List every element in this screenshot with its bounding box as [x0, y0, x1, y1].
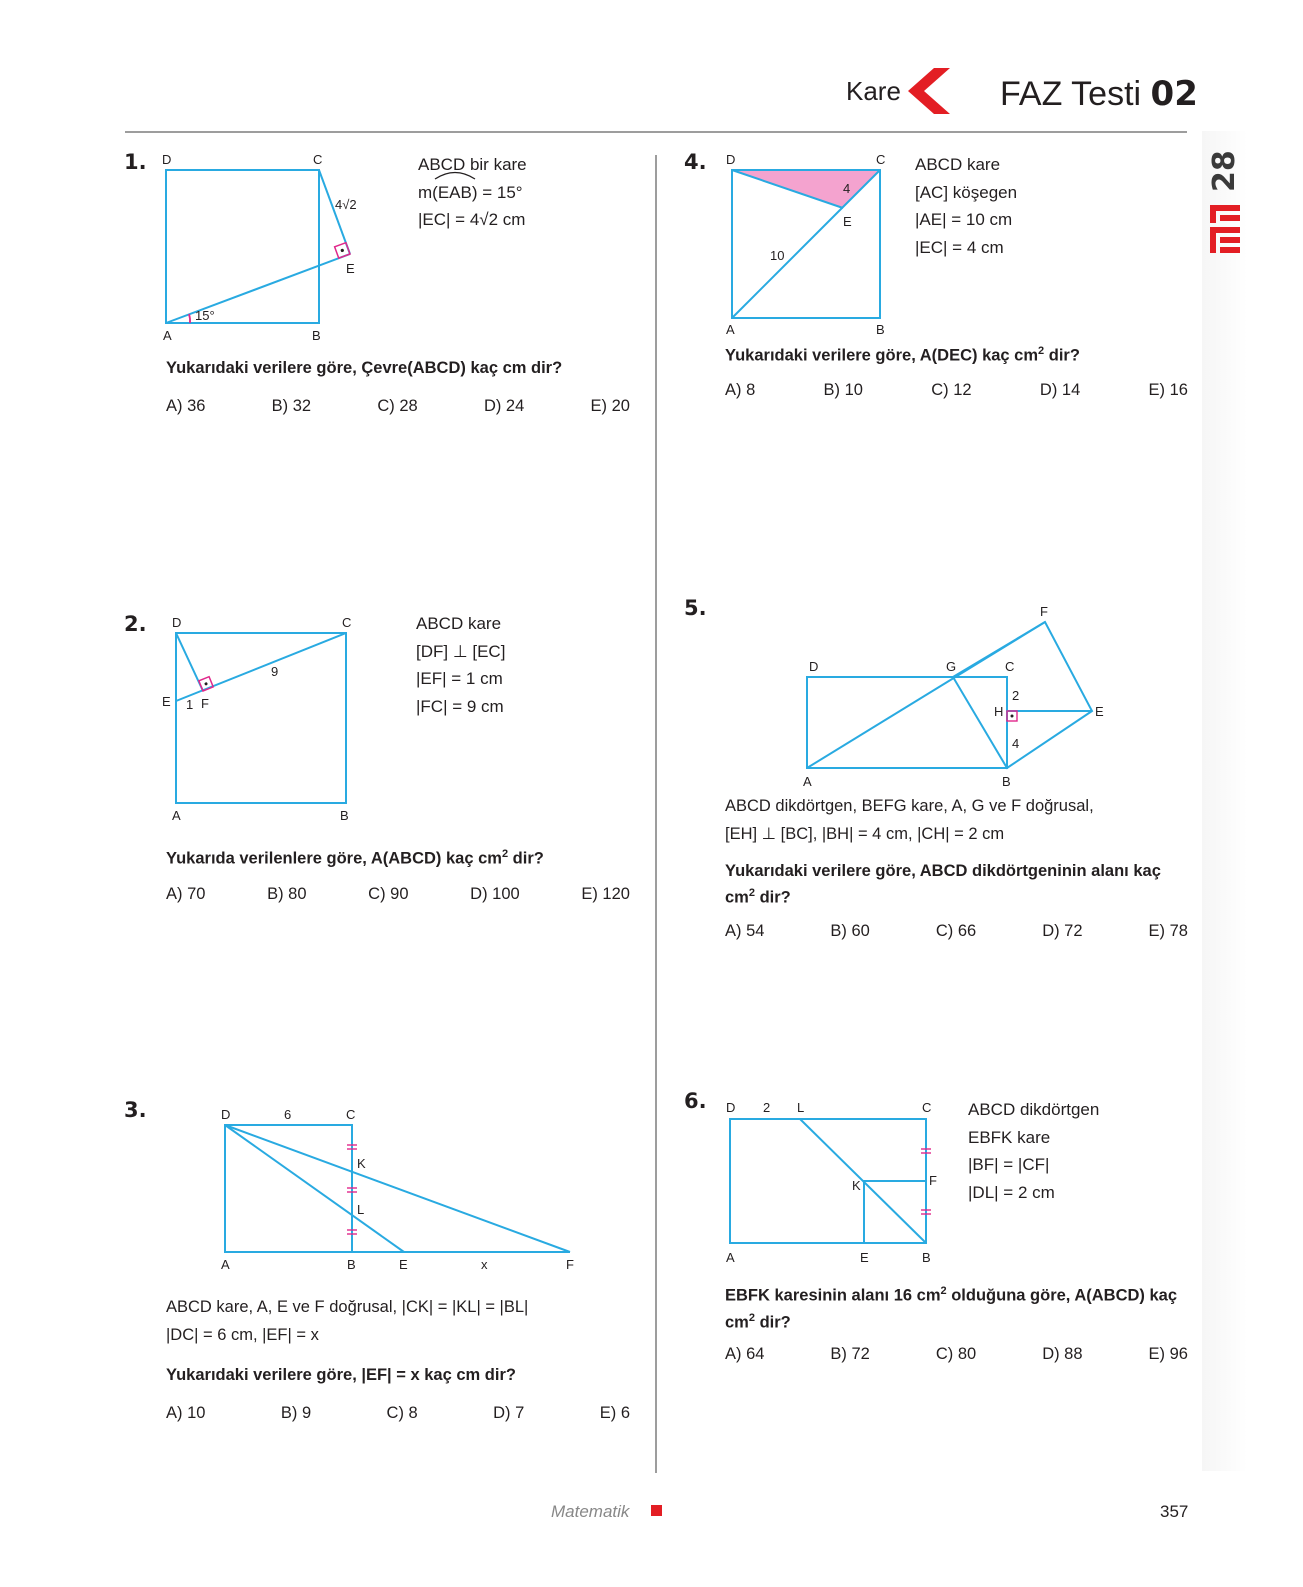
q5-label-hb: 4: [1012, 736, 1020, 751]
title-prefix: FAZ Testi: [1000, 75, 1142, 113]
q3-label-l: L: [357, 1202, 365, 1217]
q2-given: [416, 610, 505, 720]
q4-question-text: Yukarıdaki verilere göre, A(DEC) kaç cm: [725, 346, 1039, 365]
q2-question-end: dir?: [508, 849, 544, 868]
q6-question: [725, 1280, 1188, 1333]
q5-choices: [725, 922, 1188, 941]
q2-given-2: [DF] ⊥ [EC]: [416, 641, 506, 661]
q3-label-x: x: [481, 1257, 488, 1272]
q6-choice-e[interactable]: E) 96: [1148, 1345, 1188, 1363]
q1-label-ec: 4√2: [335, 197, 357, 212]
q1-label-a: A: [163, 328, 172, 343]
q6-label-dl: 2: [763, 1100, 771, 1115]
q3-figure: [210, 1098, 590, 1273]
q2-choice-b[interactable]: B) 80: [267, 885, 307, 903]
q4-choice-e[interactable]: E) 16: [1148, 381, 1188, 399]
q5-choice-e[interactable]: E) 78: [1148, 922, 1188, 940]
q4-question-end: dir?: [1044, 346, 1080, 365]
q1-question: Yukarıdaki verilere göre, Çevre(ABCD) kaç cm dir?: [166, 359, 563, 377]
q3-label-e: E: [399, 1257, 408, 1272]
q2-figure: [160, 612, 380, 827]
q1-choice-e[interactable]: E) 20: [590, 397, 630, 415]
q3-choice-a[interactable]: A) 10: [166, 1404, 206, 1422]
q2-label-b: B: [340, 808, 349, 823]
q2-label-fc: 9: [271, 664, 279, 679]
q5-stem-line1: ABCD dikdörtgen, BEFG kare, A, G ve F doğrusal,: [725, 797, 1094, 815]
q3-choices: [166, 1404, 630, 1423]
q6-question-line1: [725, 1280, 1188, 1307]
q3-label-k: K: [357, 1156, 366, 1171]
q1-choice-b[interactable]: B) 32: [271, 397, 312, 415]
q2-question-sup: 2: [501, 848, 509, 860]
q5-label-f: F: [1040, 604, 1048, 619]
column-divider: [655, 155, 657, 1473]
q2-choices: [166, 885, 630, 904]
q3-question: Yukarıdaki verilere göre, |EF| = x kaç cm dir?: [166, 1366, 516, 1384]
q6-label-l: L: [797, 1100, 805, 1115]
q1-label-angle: 15°: [195, 308, 215, 323]
q2-label-f: F: [201, 696, 209, 711]
q5-label-d: D: [809, 659, 819, 674]
q5-label-g: G: [946, 659, 957, 674]
q6-label-d: D: [726, 1100, 736, 1115]
q4-label-d: D: [726, 152, 736, 167]
q1-given-1: ABCD bir kare: [418, 155, 527, 174]
q6-question-text: EBFK karesinin alanı 16 cm: [725, 1286, 941, 1305]
q2-given-4: |FC| = 9 cm: [416, 696, 504, 716]
q4-figure: [720, 150, 900, 340]
q1-label-c: C: [313, 152, 323, 167]
q1-given-3: |EC| = 4√2 cm: [418, 210, 526, 229]
q1-choice-c[interactable]: C) 28: [377, 397, 418, 415]
footer-square-icon: [651, 1505, 662, 1516]
q3-choice-b[interactable]: B) 9: [280, 1404, 312, 1422]
q4-label-ae: 10: [770, 248, 785, 263]
q3-label-f: F: [566, 1257, 574, 1272]
q2-question: [166, 843, 636, 870]
q4-question-sup: 2: [1038, 345, 1045, 357]
q4-label-e: E: [843, 214, 852, 229]
q2-label-d: D: [172, 615, 182, 630]
q1-given: [418, 151, 527, 234]
q6-question-end: dir?: [754, 1313, 791, 1331]
q4-given-3: |AE| = 10 cm: [915, 210, 1013, 229]
q5-label-b: B: [1002, 774, 1011, 789]
q4-given-1: ABCD kare: [915, 155, 1001, 174]
q6-label-e: E: [860, 1250, 869, 1265]
q3-choice-c[interactable]: C) 8: [386, 1404, 418, 1422]
q5-choice-c[interactable]: C) 66: [935, 922, 977, 940]
q4-choice-a[interactable]: A) 8: [725, 381, 756, 399]
q5-label-e: E: [1095, 704, 1104, 719]
q6-given-1: ABCD dikdörtgen: [968, 1100, 1100, 1119]
q6-label-f: F: [929, 1173, 937, 1188]
q4-label-c: C: [876, 152, 886, 167]
q4-given-4: |EC| = 4 cm: [915, 237, 1004, 257]
q4-given: [915, 151, 1017, 261]
q1-given-2: m(EAB) = 15°: [418, 182, 523, 202]
q4-number: 4.: [684, 150, 707, 174]
q5-stem: [725, 793, 1094, 848]
q1-label-d: D: [162, 152, 172, 167]
q5-choice-d[interactable]: D) 72: [1042, 922, 1083, 940]
footer-subject: Matematik: [551, 1502, 630, 1521]
q2-number: 2.: [124, 612, 147, 636]
q6-question-sup1: 2: [940, 1285, 947, 1297]
q2-given-3: |EF| = 1 cm: [416, 669, 503, 688]
header-divider: [125, 131, 1187, 133]
q1-label-e: E: [346, 261, 355, 276]
arc-hat-icon: [434, 170, 476, 180]
q3-label-c: C: [346, 1107, 356, 1122]
q1-label-b: B: [312, 328, 321, 343]
q5-choice-b[interactable]: B) 60: [830, 922, 870, 940]
q4-given-2: [AC] köşegen: [915, 182, 1018, 202]
q3-choice-d[interactable]: D) 7: [493, 1404, 525, 1422]
q2-given-1: ABCD kare: [416, 614, 502, 633]
q6-label-a: A: [726, 1250, 735, 1265]
q2-choice-a[interactable]: A) 70: [166, 885, 206, 903]
page-number: 357: [1160, 1502, 1189, 1521]
q4-label-b: B: [876, 322, 885, 337]
q6-question-cm: cm: [725, 1313, 749, 1331]
q6-choice-a[interactable]: A) 64: [725, 1345, 765, 1363]
q6-given-2: EBFK kare: [968, 1127, 1051, 1147]
q2-label-e: E: [162, 694, 171, 709]
q2-question-text: Yukarıda verilenlere göre, A(ABCD) kaç cm: [166, 849, 502, 868]
q5-figure: [795, 600, 1115, 790]
q1-choice-a[interactable]: A) 36: [166, 397, 206, 415]
q5-question-end: dir?: [754, 888, 791, 907]
q2-label-a: A: [172, 808, 181, 823]
q3-stem-line1: ABCD kare, A, E ve F doğrusal, |CK| = |KL| = |BL|: [166, 1298, 529, 1316]
q4-choice-c[interactable]: C) 12: [931, 381, 972, 399]
q2-label-c: C: [342, 615, 352, 630]
q6-choice-b[interactable]: B) 72: [830, 1345, 870, 1363]
q3-label-b: B: [347, 1257, 356, 1272]
q5-question-sup: 2: [748, 887, 755, 899]
q5-label-h: H: [994, 704, 1004, 719]
q1-number: 1.: [124, 150, 147, 174]
q6-question-sup2: 2: [748, 1311, 755, 1324]
q6-question-mid: olduğuna göre, A(ABCD) kaç: [946, 1286, 1178, 1305]
sidebar-strip: [1202, 131, 1247, 1471]
q1-choice-d[interactable]: D) 24: [483, 397, 525, 415]
q4-choice-b[interactable]: B) 10: [823, 381, 863, 399]
q6-label-c: C: [922, 1100, 932, 1115]
faz-logo-icon: [1210, 205, 1240, 253]
chevron-logo-icon: [908, 68, 952, 114]
q6-number: 6.: [684, 1089, 707, 1113]
q6-given-3: |BF| = |CF|: [968, 1155, 1050, 1174]
q4-label-ec: 4: [843, 181, 851, 196]
q3-label-dc: 6: [284, 1107, 292, 1122]
q6-choice-c[interactable]: C) 80: [935, 1345, 977, 1363]
q5-question-cm: cm: [725, 888, 749, 907]
q6-label-b: B: [922, 1250, 931, 1265]
page-title: [1000, 74, 1198, 114]
q4-label-a: A: [726, 322, 735, 337]
q5-stem-line2: [EH] ⊥ [BC], |BH| = 4 cm, |CH| = 2 cm: [725, 824, 1005, 843]
q5-question-line1: Yukarıdaki verilere göre, ABCD dikdörtgeninin alanı kaç: [725, 862, 1161, 880]
q3-label-d: D: [221, 1107, 231, 1122]
q2-choice-e[interactable]: E) 120: [581, 885, 630, 903]
q5-label-c: C: [1005, 659, 1015, 674]
q6-figure: [720, 1095, 950, 1270]
q1-choices: [166, 397, 630, 416]
q5-question-line2: [725, 882, 1188, 909]
title-number: 02: [1150, 74, 1198, 114]
q4-choices: [725, 381, 1188, 400]
q2-choice-d[interactable]: D) 100: [470, 885, 520, 903]
q4-choice-d[interactable]: D) 14: [1039, 381, 1081, 399]
q1-figure: [160, 150, 380, 345]
q2-label-ef: 1: [186, 697, 194, 712]
q3-choice-e[interactable]: E) 6: [599, 1404, 630, 1422]
topic-label: Kare: [846, 76, 901, 106]
q6-choices: [725, 1345, 1188, 1364]
q4-question: [725, 340, 1195, 367]
q5-question: [725, 860, 1188, 909]
q6-given-4: |DL| = 2 cm: [968, 1182, 1055, 1202]
q3-stem: [166, 1294, 528, 1349]
q5-choice-a[interactable]: A) 54: [725, 922, 765, 940]
q3-label-a: A: [221, 1257, 230, 1272]
q6-question-line2: [725, 1307, 1188, 1334]
q5-label-ch: 2: [1012, 688, 1020, 703]
q3-number: 3.: [124, 1098, 147, 1122]
sidebar-badge-number: 28: [1207, 150, 1242, 192]
q6-label-k: K: [852, 1178, 861, 1193]
q6-choice-d[interactable]: D) 88: [1042, 1345, 1083, 1363]
q2-choice-c[interactable]: C) 90: [368, 885, 409, 903]
q5-label-a: A: [803, 774, 812, 789]
q3-stem-line2: |DC| = 6 cm, |EF| = x: [166, 1325, 319, 1344]
q5-number: 5.: [684, 596, 707, 620]
q6-given: [968, 1096, 1099, 1206]
